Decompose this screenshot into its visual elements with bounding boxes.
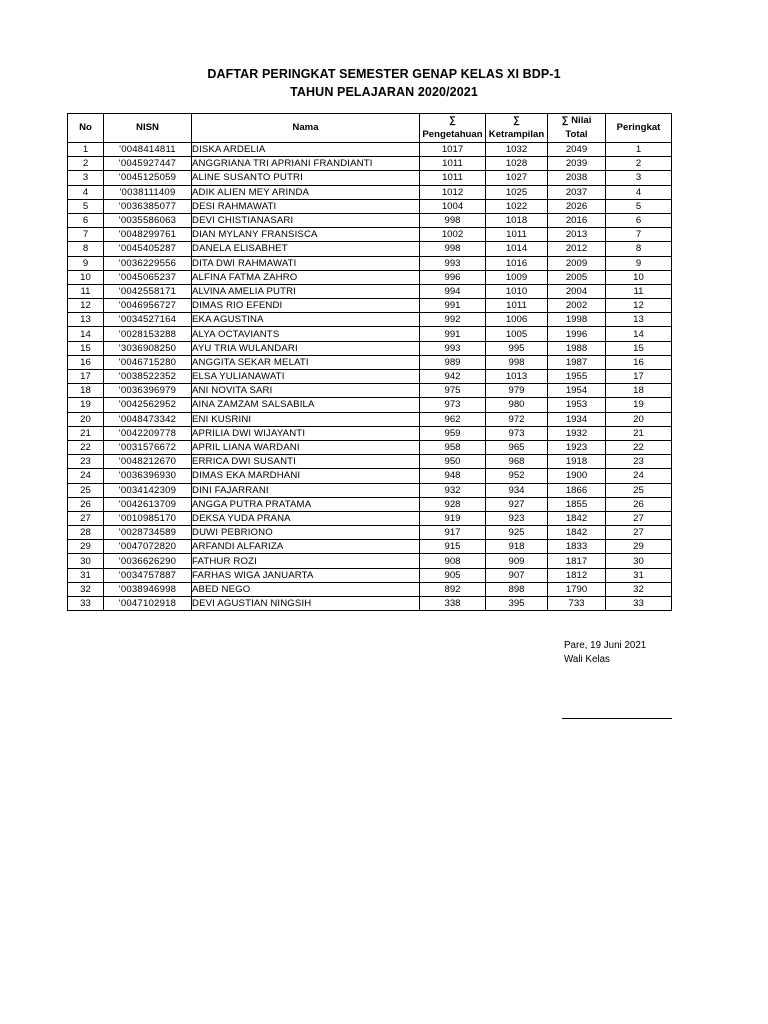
cell-nisn: '0047102918 bbox=[104, 597, 192, 611]
cell-nama: ARFANDI ALFARIZA bbox=[192, 540, 420, 554]
cell-peringkat: 26 bbox=[606, 497, 672, 511]
table-row bbox=[68, 497, 672, 511]
cell-pengetahuan: 950 bbox=[420, 455, 486, 469]
cell-no: 32 bbox=[68, 582, 104, 596]
header-nisn: NISN bbox=[104, 114, 192, 143]
cell-peringkat: 5 bbox=[606, 199, 672, 213]
table-row bbox=[68, 582, 672, 596]
cell-pengetahuan: 917 bbox=[420, 526, 486, 540]
cell-total: 1842 bbox=[548, 526, 606, 540]
cell-peringkat: 30 bbox=[606, 554, 672, 568]
table-row bbox=[68, 398, 672, 412]
cell-total: 2026 bbox=[548, 199, 606, 213]
cell-ketrampilan: 927 bbox=[486, 497, 548, 511]
cell-pengetahuan: 942 bbox=[420, 370, 486, 384]
cell-nisn: '0035586063 bbox=[104, 213, 192, 227]
cell-nama: ELSA YULIANAWATI bbox=[192, 370, 420, 384]
cell-pengetahuan: 1017 bbox=[420, 143, 486, 157]
cell-no: 29 bbox=[68, 540, 104, 554]
cell-nisn: '0045405287 bbox=[104, 242, 192, 256]
cell-nama: ANGGITA SEKAR MELATI bbox=[192, 355, 420, 369]
cell-total: 1998 bbox=[548, 313, 606, 327]
cell-nama: ABED NEGO bbox=[192, 582, 420, 596]
cell-peringkat: 19 bbox=[606, 398, 672, 412]
cell-no: 19 bbox=[68, 398, 104, 412]
table-row bbox=[68, 540, 672, 554]
cell-peringkat: 15 bbox=[606, 341, 672, 355]
cell-ketrampilan: 965 bbox=[486, 440, 548, 454]
cell-pengetahuan: 905 bbox=[420, 568, 486, 582]
cell-pengetahuan: 962 bbox=[420, 412, 486, 426]
cell-pengetahuan: 996 bbox=[420, 270, 486, 284]
cell-total: 1934 bbox=[548, 412, 606, 426]
cell-total: 1988 bbox=[548, 341, 606, 355]
cell-pengetahuan: 994 bbox=[420, 284, 486, 298]
cell-no: 20 bbox=[68, 412, 104, 426]
table-row bbox=[68, 370, 672, 384]
cell-ketrampilan: 1028 bbox=[486, 157, 548, 171]
cell-total: 1955 bbox=[548, 370, 606, 384]
cell-peringkat: 20 bbox=[606, 412, 672, 426]
table-row bbox=[68, 469, 672, 483]
cell-ketrampilan: 972 bbox=[486, 412, 548, 426]
cell-no: 31 bbox=[68, 568, 104, 582]
cell-peringkat: 17 bbox=[606, 370, 672, 384]
cell-no: 2 bbox=[68, 157, 104, 171]
cell-total: 2012 bbox=[548, 242, 606, 256]
cell-pengetahuan: 915 bbox=[420, 540, 486, 554]
cell-no: 23 bbox=[68, 455, 104, 469]
cell-total: 2049 bbox=[548, 143, 606, 157]
cell-nisn: '0042558171 bbox=[104, 284, 192, 298]
cell-nisn: '0036385077 bbox=[104, 199, 192, 213]
cell-nisn: '0034142309 bbox=[104, 483, 192, 497]
cell-total: 1817 bbox=[548, 554, 606, 568]
cell-nisn: '0048212670 bbox=[104, 455, 192, 469]
table-row bbox=[68, 554, 672, 568]
table-row bbox=[68, 440, 672, 454]
header-ketrampilan-sum: ∑ bbox=[486, 114, 548, 129]
cell-nisn: '0036626290 bbox=[104, 554, 192, 568]
cell-peringkat: 2 bbox=[606, 157, 672, 171]
cell-no: 10 bbox=[68, 270, 104, 284]
table-row bbox=[68, 143, 672, 157]
cell-nama: ALFINA FATMA ZAHRO bbox=[192, 270, 420, 284]
cell-nama: ENI KUSRINI bbox=[192, 412, 420, 426]
cell-ketrampilan: 898 bbox=[486, 582, 548, 596]
cell-nisn: '0038946998 bbox=[104, 582, 192, 596]
table-row bbox=[68, 455, 672, 469]
cell-nisn: '0038522352 bbox=[104, 370, 192, 384]
cell-pengetahuan: 998 bbox=[420, 242, 486, 256]
cell-total: 1954 bbox=[548, 384, 606, 398]
cell-no: 12 bbox=[68, 299, 104, 313]
cell-no: 25 bbox=[68, 483, 104, 497]
cell-peringkat: 21 bbox=[606, 426, 672, 440]
cell-ketrampilan: 1011 bbox=[486, 228, 548, 242]
header-total-sum: ∑ Nilai bbox=[548, 114, 606, 129]
table-row bbox=[68, 355, 672, 369]
ranking-table bbox=[67, 113, 672, 611]
cell-total: 1953 bbox=[548, 398, 606, 412]
cell-nama: ANGGA PUTRA PRATAMA bbox=[192, 497, 420, 511]
cell-no: 22 bbox=[68, 440, 104, 454]
cell-total: 2005 bbox=[548, 270, 606, 284]
table-row bbox=[68, 185, 672, 199]
cell-ketrampilan: 980 bbox=[486, 398, 548, 412]
cell-nama: DIAN MYLANY FRANSISCA bbox=[192, 228, 420, 242]
cell-no: 30 bbox=[68, 554, 104, 568]
cell-no: 3 bbox=[68, 171, 104, 185]
cell-pengetahuan: 958 bbox=[420, 440, 486, 454]
cell-peringkat: 3 bbox=[606, 171, 672, 185]
cell-pengetahuan: 338 bbox=[420, 597, 486, 611]
cell-no: 14 bbox=[68, 327, 104, 341]
table-row bbox=[68, 284, 672, 298]
cell-total: 1900 bbox=[548, 469, 606, 483]
cell-ketrampilan: 1010 bbox=[486, 284, 548, 298]
table-row bbox=[68, 228, 672, 242]
cell-no: 16 bbox=[68, 355, 104, 369]
table-row bbox=[68, 242, 672, 256]
table-row bbox=[68, 256, 672, 270]
cell-no: 8 bbox=[68, 242, 104, 256]
cell-peringkat: 13 bbox=[606, 313, 672, 327]
table-row bbox=[68, 199, 672, 213]
cell-ketrampilan: 1027 bbox=[486, 171, 548, 185]
cell-total: 1923 bbox=[548, 440, 606, 454]
cell-no: 6 bbox=[68, 213, 104, 227]
cell-pengetahuan: 992 bbox=[420, 313, 486, 327]
cell-peringkat: 31 bbox=[606, 568, 672, 582]
cell-ketrampilan: 1009 bbox=[486, 270, 548, 284]
cell-nama: DEKSA YUDA PRANA bbox=[192, 511, 420, 525]
cell-peringkat: 24 bbox=[606, 469, 672, 483]
cell-nisn: '0048473342 bbox=[104, 412, 192, 426]
cell-no: 26 bbox=[68, 497, 104, 511]
cell-ketrampilan: 973 bbox=[486, 426, 548, 440]
cell-nisn: '0045065237 bbox=[104, 270, 192, 284]
cell-peringkat: 27 bbox=[606, 526, 672, 540]
cell-ketrampilan: 1005 bbox=[486, 327, 548, 341]
header-pengetahuan: Pengetahuan bbox=[420, 128, 486, 143]
cell-total: 1790 bbox=[548, 582, 606, 596]
cell-nisn: '0034757887 bbox=[104, 568, 192, 582]
cell-total: 1812 bbox=[548, 568, 606, 582]
signature-place-date: Pare, 19 Juni 2021 bbox=[564, 640, 647, 651]
cell-pengetahuan: 1004 bbox=[420, 199, 486, 213]
cell-peringkat: 9 bbox=[606, 256, 672, 270]
cell-ketrampilan: 1006 bbox=[486, 313, 548, 327]
cell-pengetahuan: 993 bbox=[420, 341, 486, 355]
cell-pengetahuan: 973 bbox=[420, 398, 486, 412]
cell-nama: AYU TRIA WULANDARI bbox=[192, 341, 420, 355]
cell-nisn: '0010985170 bbox=[104, 511, 192, 525]
cell-peringkat: 27 bbox=[606, 511, 672, 525]
cell-peringkat: 32 bbox=[606, 582, 672, 596]
cell-nama: ADIK ALIEN MEY ARINDA bbox=[192, 185, 420, 199]
cell-nama: APRILIA DWI WIJAYANTI bbox=[192, 426, 420, 440]
cell-total: 2039 bbox=[548, 157, 606, 171]
table-row bbox=[68, 526, 672, 540]
cell-total: 733 bbox=[548, 597, 606, 611]
cell-total: 2009 bbox=[548, 256, 606, 270]
cell-total: 1866 bbox=[548, 483, 606, 497]
cell-ketrampilan: 934 bbox=[486, 483, 548, 497]
cell-nisn: '0048299761 bbox=[104, 228, 192, 242]
cell-total: 2016 bbox=[548, 213, 606, 227]
cell-peringkat: 16 bbox=[606, 355, 672, 369]
cell-no: 7 bbox=[68, 228, 104, 242]
cell-ketrampilan: 1014 bbox=[486, 242, 548, 256]
cell-nama: DISKA ARDELIA bbox=[192, 143, 420, 157]
cell-peringkat: 6 bbox=[606, 213, 672, 227]
cell-nama: DUWI PEBRIONO bbox=[192, 526, 420, 540]
cell-nama: DINI FAJARRANI bbox=[192, 483, 420, 497]
cell-peringkat: 29 bbox=[606, 540, 672, 554]
table-row bbox=[68, 213, 672, 227]
cell-no: 15 bbox=[68, 341, 104, 355]
table-body bbox=[68, 143, 672, 611]
cell-total: 1855 bbox=[548, 497, 606, 511]
cell-nisn: '0046956727 bbox=[104, 299, 192, 313]
cell-peringkat: 22 bbox=[606, 440, 672, 454]
cell-ketrampilan: 998 bbox=[486, 355, 548, 369]
cell-pengetahuan: 991 bbox=[420, 299, 486, 313]
cell-total: 1842 bbox=[548, 511, 606, 525]
cell-nama: AINA ZAMZAM SALSABILA bbox=[192, 398, 420, 412]
cell-pengetahuan: 1011 bbox=[420, 171, 486, 185]
cell-nama: ERRICA DWI SUSANTI bbox=[192, 455, 420, 469]
cell-nisn: '0046715280 bbox=[104, 355, 192, 369]
header-ketrampilan: Ketrampilan bbox=[486, 128, 548, 143]
document-title: DAFTAR PERINGKAT SEMESTER GENAP KELAS XI BDP-1 bbox=[207, 67, 561, 81]
cell-nisn: '0048414811 bbox=[104, 143, 192, 157]
cell-nama: DANELA ELISABHET bbox=[192, 242, 420, 256]
cell-nisn: '0036396979 bbox=[104, 384, 192, 398]
cell-nama: DIMAS RIO EFENDI bbox=[192, 299, 420, 313]
cell-nisn: '0045927447 bbox=[104, 157, 192, 171]
cell-nama: FARHAS WIGA JANUARTA bbox=[192, 568, 420, 582]
cell-no: 21 bbox=[68, 426, 104, 440]
cell-total: 1987 bbox=[548, 355, 606, 369]
cell-peringkat: 10 bbox=[606, 270, 672, 284]
cell-pengetahuan: 892 bbox=[420, 582, 486, 596]
cell-total: 1833 bbox=[548, 540, 606, 554]
cell-total: 2038 bbox=[548, 171, 606, 185]
table-row bbox=[68, 568, 672, 582]
cell-nisn: '0036229556 bbox=[104, 256, 192, 270]
cell-nisn: '0045125059 bbox=[104, 171, 192, 185]
cell-peringkat: 8 bbox=[606, 242, 672, 256]
header-nama: Nama bbox=[192, 114, 420, 143]
cell-no: 11 bbox=[68, 284, 104, 298]
table-row bbox=[68, 327, 672, 341]
cell-nama: DITA DWI RAHMAWATI bbox=[192, 256, 420, 270]
cell-no: 17 bbox=[68, 370, 104, 384]
cell-total: 2004 bbox=[548, 284, 606, 298]
cell-nama: DIMAS EKA MARDHANI bbox=[192, 469, 420, 483]
cell-ketrampilan: 1013 bbox=[486, 370, 548, 384]
cell-pengetahuan: 908 bbox=[420, 554, 486, 568]
cell-ketrampilan: 979 bbox=[486, 384, 548, 398]
cell-nama: ANGGRIANA TRI APRIANI FRANDIANTI bbox=[192, 157, 420, 171]
signature-line bbox=[562, 718, 672, 719]
cell-nama: ALVINA AMELIA PUTRI bbox=[192, 284, 420, 298]
cell-ketrampilan: 923 bbox=[486, 511, 548, 525]
cell-nama: DEVI AGUSTIAN NINGSIH bbox=[192, 597, 420, 611]
table-row bbox=[68, 171, 672, 185]
cell-peringkat: 1 bbox=[606, 143, 672, 157]
cell-ketrampilan: 952 bbox=[486, 469, 548, 483]
cell-nisn: '0042562952 bbox=[104, 398, 192, 412]
cell-peringkat: 25 bbox=[606, 483, 672, 497]
cell-no: 5 bbox=[68, 199, 104, 213]
cell-peringkat: 4 bbox=[606, 185, 672, 199]
table-row bbox=[68, 412, 672, 426]
cell-nisn: '0047072820 bbox=[104, 540, 192, 554]
cell-no: 33 bbox=[68, 597, 104, 611]
cell-no: 9 bbox=[68, 256, 104, 270]
cell-pengetahuan: 1002 bbox=[420, 228, 486, 242]
cell-nisn: '0042613709 bbox=[104, 497, 192, 511]
cell-nisn: '0028734589 bbox=[104, 526, 192, 540]
cell-no: 27 bbox=[68, 511, 104, 525]
cell-pengetahuan: 959 bbox=[420, 426, 486, 440]
document-subtitle: TAHUN PELAJARAN 2020/2021 bbox=[290, 85, 478, 99]
cell-pengetahuan: 928 bbox=[420, 497, 486, 511]
cell-no: 28 bbox=[68, 526, 104, 540]
cell-pengetahuan: 993 bbox=[420, 256, 486, 270]
cell-no: 24 bbox=[68, 469, 104, 483]
cell-pengetahuan: 948 bbox=[420, 469, 486, 483]
cell-total: 1918 bbox=[548, 455, 606, 469]
cell-ketrampilan: 1018 bbox=[486, 213, 548, 227]
cell-ketrampilan: 1025 bbox=[486, 185, 548, 199]
header-no: No bbox=[68, 114, 104, 143]
signature-role: Wali Kelas bbox=[564, 654, 610, 665]
cell-ketrampilan: 1011 bbox=[486, 299, 548, 313]
cell-pengetahuan: 1011 bbox=[420, 157, 486, 171]
cell-nama: DEVI CHISTIANASARI bbox=[192, 213, 420, 227]
cell-nisn: '0036396930 bbox=[104, 469, 192, 483]
cell-pengetahuan: 975 bbox=[420, 384, 486, 398]
cell-nisn: '0042209778 bbox=[104, 426, 192, 440]
cell-nama: FATHUR ROZI bbox=[192, 554, 420, 568]
table-row bbox=[68, 597, 672, 611]
cell-ketrampilan: 918 bbox=[486, 540, 548, 554]
cell-pengetahuan: 991 bbox=[420, 327, 486, 341]
table-row bbox=[68, 270, 672, 284]
cell-nama: ALINE SUSANTO PUTRI bbox=[192, 171, 420, 185]
cell-ketrampilan: 995 bbox=[486, 341, 548, 355]
cell-nama: APRIL LIANA WARDANI bbox=[192, 440, 420, 454]
cell-peringkat: 23 bbox=[606, 455, 672, 469]
cell-peringkat: 33 bbox=[606, 597, 672, 611]
cell-total: 2013 bbox=[548, 228, 606, 242]
cell-nisn: '0031576672 bbox=[104, 440, 192, 454]
cell-peringkat: 14 bbox=[606, 327, 672, 341]
cell-ketrampilan: 909 bbox=[486, 554, 548, 568]
cell-total: 1996 bbox=[548, 327, 606, 341]
cell-peringkat: 12 bbox=[606, 299, 672, 313]
cell-no: 1 bbox=[68, 143, 104, 157]
cell-ketrampilan: 968 bbox=[486, 455, 548, 469]
cell-nama: ANI NOVITA SARI bbox=[192, 384, 420, 398]
table-row bbox=[68, 299, 672, 313]
cell-ketrampilan: 1022 bbox=[486, 199, 548, 213]
table-row bbox=[68, 157, 672, 171]
cell-nisn: '0034527164 bbox=[104, 313, 192, 327]
cell-pengetahuan: 989 bbox=[420, 355, 486, 369]
cell-ketrampilan: 907 bbox=[486, 568, 548, 582]
table-row bbox=[68, 341, 672, 355]
cell-ketrampilan: 1016 bbox=[486, 256, 548, 270]
table-row bbox=[68, 384, 672, 398]
cell-no: 18 bbox=[68, 384, 104, 398]
cell-peringkat: 7 bbox=[606, 228, 672, 242]
cell-total: 2037 bbox=[548, 185, 606, 199]
cell-no: 4 bbox=[68, 185, 104, 199]
cell-ketrampilan: 925 bbox=[486, 526, 548, 540]
table-row bbox=[68, 483, 672, 497]
cell-nisn: '0038111409 bbox=[104, 185, 192, 199]
cell-pengetahuan: 998 bbox=[420, 213, 486, 227]
cell-pengetahuan: 932 bbox=[420, 483, 486, 497]
cell-nisn: '0028153288 bbox=[104, 327, 192, 341]
header-pengetahuan-sum: ∑ bbox=[420, 114, 486, 129]
cell-ketrampilan: 395 bbox=[486, 597, 548, 611]
table-row bbox=[68, 313, 672, 327]
cell-total: 2002 bbox=[548, 299, 606, 313]
cell-no: 13 bbox=[68, 313, 104, 327]
table-row bbox=[68, 426, 672, 440]
table-header bbox=[68, 114, 672, 143]
cell-total: 1932 bbox=[548, 426, 606, 440]
cell-nisn: '3036908250 bbox=[104, 341, 192, 355]
cell-ketrampilan: 1032 bbox=[486, 143, 548, 157]
table-row bbox=[68, 511, 672, 525]
cell-nama: DESI RAHMAWATI bbox=[192, 199, 420, 213]
cell-nama: ALYA OCTAVIANTS bbox=[192, 327, 420, 341]
cell-pengetahuan: 919 bbox=[420, 511, 486, 525]
header-total: Total bbox=[548, 128, 606, 143]
cell-peringkat: 11 bbox=[606, 284, 672, 298]
cell-nama: EKA AGUSTINA bbox=[192, 313, 420, 327]
cell-pengetahuan: 1012 bbox=[420, 185, 486, 199]
header-peringkat: Peringkat bbox=[606, 114, 672, 143]
cell-peringkat: 18 bbox=[606, 384, 672, 398]
